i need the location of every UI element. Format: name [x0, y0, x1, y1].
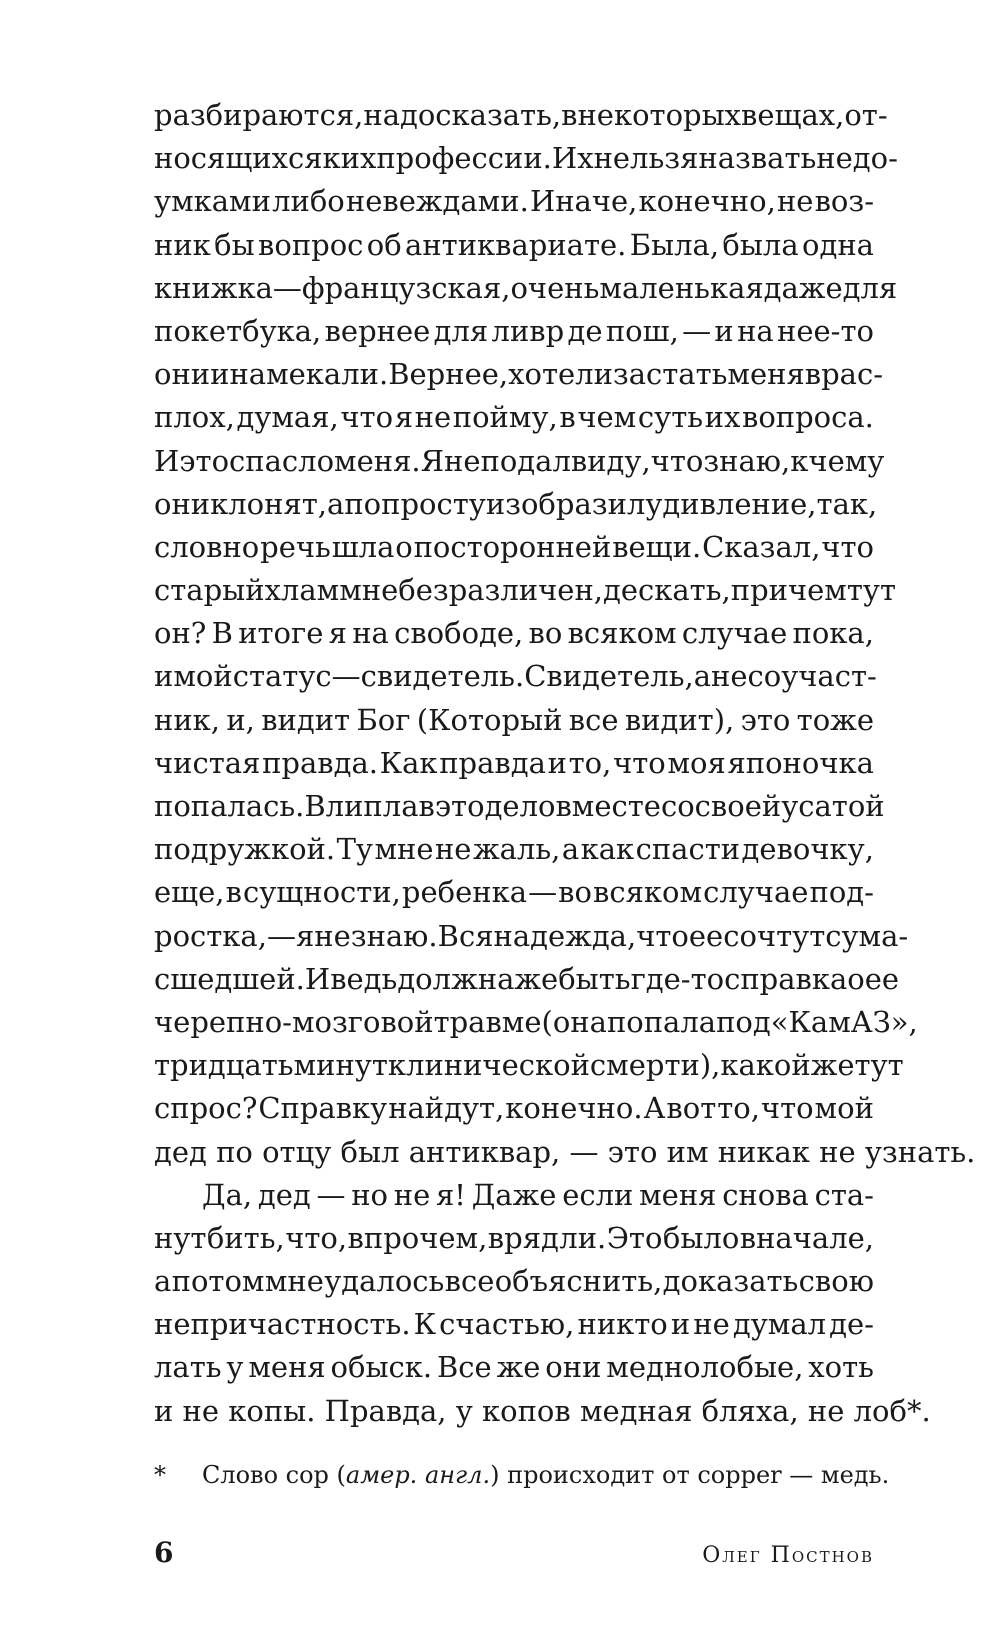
text-line	[154, 1001, 918, 1044]
word: и	[714, 313, 734, 348]
text-line	[154, 742, 874, 785]
word: (Который	[416, 702, 563, 737]
word: Сказал,	[702, 529, 821, 564]
text-line	[154, 915, 909, 958]
text-line	[154, 958, 900, 1001]
word: невеждами.	[345, 184, 529, 219]
word: о	[395, 529, 413, 564]
word: вместе	[555, 789, 661, 823]
word: сума-	[825, 918, 909, 953]
word: ростка,	[154, 918, 267, 953]
word: это	[740, 702, 791, 737]
word: мой	[814, 1091, 874, 1126]
word: меня	[639, 1177, 717, 1212]
word: застать	[612, 357, 728, 392]
word: удивление,	[645, 486, 817, 521]
text-line	[154, 1087, 874, 1130]
word: ник,	[154, 702, 221, 737]
word: под-	[809, 875, 874, 910]
word: справка	[724, 961, 848, 996]
word: словно	[154, 529, 260, 564]
word: вначале,	[739, 1220, 874, 1255]
word: не	[434, 832, 472, 867]
word: что	[650, 443, 704, 478]
word: меня	[248, 1350, 326, 1385]
word: со	[660, 789, 695, 823]
word: клонят,	[210, 486, 328, 521]
word: либо	[272, 184, 345, 219]
word: де	[567, 313, 603, 348]
word: если	[562, 1177, 634, 1212]
text-line	[154, 526, 874, 569]
word: «КамАЗ»,	[770, 1004, 918, 1039]
word: же	[810, 1048, 855, 1083]
word: —	[272, 270, 302, 305]
word: свидетель.	[360, 659, 525, 694]
word: дескать,	[603, 573, 731, 608]
word: недо-	[816, 141, 898, 176]
word: их	[340, 141, 377, 176]
word: —	[682, 313, 712, 348]
word: соучаст-	[747, 659, 877, 694]
word: нельзя	[593, 141, 699, 176]
word: что	[760, 1091, 814, 1126]
word: мне	[264, 1264, 324, 1299]
word: тридцать	[154, 1048, 294, 1083]
word: все	[568, 702, 619, 737]
paragraph-first-line	[154, 1174, 874, 1217]
word: в	[418, 789, 435, 823]
word: видит),	[624, 702, 735, 737]
word: черепно-мозговой	[154, 1004, 434, 1039]
word: дед	[257, 1177, 311, 1212]
word: всяком	[593, 875, 703, 910]
word: но	[351, 1177, 389, 1212]
word: не	[693, 1307, 730, 1342]
text-line	[154, 180, 874, 223]
word: надо	[363, 98, 436, 132]
word: удалось	[324, 1264, 445, 1299]
word: вещах,	[741, 98, 845, 132]
word: чем	[577, 400, 637, 435]
word: меня	[727, 357, 805, 392]
word: впрочем,	[347, 1220, 488, 1255]
word: надежда,	[493, 918, 637, 953]
word: и	[154, 659, 174, 694]
word: было	[662, 1220, 740, 1255]
text-line	[154, 1303, 874, 1346]
word: же	[514, 961, 559, 996]
word: В	[211, 616, 233, 651]
word: Бог	[356, 702, 411, 737]
word: правда	[439, 745, 546, 780]
text-line	[154, 1217, 874, 1260]
word: подружкой.	[154, 832, 336, 867]
word: быть	[558, 961, 631, 996]
word: а	[561, 832, 580, 867]
word: что	[340, 400, 394, 435]
word: меднолобые,	[606, 1350, 804, 1385]
word: профессии.	[376, 141, 552, 176]
word: сказать,	[435, 98, 562, 132]
word: покетбука,	[154, 313, 322, 348]
word: умками	[154, 184, 271, 219]
word: Да,	[202, 1177, 253, 1212]
word: ребенка	[401, 875, 528, 910]
word: попросту	[344, 486, 486, 521]
word: Иначе,	[529, 184, 638, 219]
word: в	[225, 875, 242, 910]
word: в	[559, 400, 576, 435]
word: мне	[339, 573, 399, 608]
word: Свидетель,	[524, 659, 694, 694]
word: для	[433, 313, 489, 348]
word: то,	[568, 745, 612, 780]
text-line	[154, 1260, 874, 1303]
word: безразличен,	[398, 573, 603, 608]
word: речь	[260, 529, 331, 564]
word: очень	[510, 270, 600, 305]
word: при	[730, 573, 788, 608]
word: и,	[226, 702, 255, 737]
word: не	[776, 184, 814, 219]
word: думая,	[236, 400, 339, 435]
word: мне	[374, 832, 434, 867]
text-line	[154, 440, 885, 483]
word: Справку	[258, 1091, 388, 1126]
word: старый	[154, 573, 265, 608]
footnote-text-before: Слово cop (	[202, 1461, 346, 1489]
word: попалась.	[154, 789, 305, 823]
word: спрос?	[154, 1091, 258, 1126]
word: статус	[232, 659, 332, 694]
word: а	[154, 1264, 172, 1299]
word: Вся	[437, 918, 494, 953]
word: ник	[154, 227, 211, 262]
word: Была,	[629, 227, 720, 262]
text-line	[154, 483, 878, 526]
word: вернее	[324, 313, 431, 348]
word: в	[561, 98, 578, 132]
word: французская,	[301, 270, 511, 305]
word: а	[693, 659, 711, 694]
word: конечно.	[505, 1091, 643, 1126]
paragraph-last-line: и не копы. Правда, у копов медная бляха, не лоб*.	[154, 1393, 931, 1428]
word: вопрос	[258, 227, 364, 262]
word: японочка	[727, 745, 874, 780]
word: попала	[606, 1004, 717, 1039]
word: сущности,	[242, 875, 401, 910]
word: врас-	[804, 357, 883, 392]
text-line	[154, 94, 888, 137]
word: вот	[666, 1091, 717, 1126]
footnote-text-after: ) происходит от copper — медь.	[490, 1461, 890, 1489]
word: одна	[802, 227, 874, 262]
word: чистая	[154, 745, 261, 780]
word: ста-	[814, 1177, 874, 1212]
word: бить,	[206, 1220, 285, 1255]
text-line	[154, 828, 874, 871]
word: Вернее,	[388, 357, 509, 392]
word: подал	[480, 443, 571, 478]
word: как	[580, 832, 635, 867]
word: воз-	[814, 184, 874, 219]
word: И	[154, 443, 180, 478]
word: чему	[808, 443, 885, 478]
word: ливр	[491, 313, 565, 348]
word: и	[547, 745, 567, 780]
word: на	[737, 313, 774, 348]
word: знаю.	[350, 918, 438, 953]
word: для	[842, 270, 898, 305]
word: знаю,	[703, 443, 791, 478]
word: к	[790, 443, 809, 478]
word: и	[670, 1307, 691, 1342]
word: думал	[732, 1307, 827, 1342]
word: шла	[331, 529, 395, 564]
word: я	[328, 616, 347, 651]
word: обыск.	[330, 1350, 433, 1385]
word: на	[352, 616, 389, 651]
text-line	[154, 612, 874, 655]
word: правда.	[262, 745, 378, 780]
word: А	[643, 1091, 666, 1126]
word: не	[444, 443, 481, 478]
word: —	[266, 918, 296, 953]
word: счастью,	[439, 1307, 575, 1342]
word: мой	[173, 659, 233, 694]
footnote-marker: *	[154, 1461, 166, 1489]
word: что	[636, 918, 689, 953]
word: итоге	[238, 616, 324, 651]
word: пош,	[605, 313, 679, 348]
word: тоже	[796, 702, 874, 737]
word: плох,	[154, 400, 235, 435]
word: девочку,	[741, 832, 874, 867]
word: свободе,	[394, 616, 524, 651]
word: что	[821, 529, 874, 564]
text-line	[154, 871, 874, 914]
word: усатой	[781, 789, 885, 823]
word: я	[295, 918, 315, 953]
word: пока,	[792, 616, 874, 651]
text-line	[154, 699, 874, 742]
word: сочтут	[723, 918, 826, 953]
author-name: Олег Постнов	[702, 1543, 874, 1568]
word: минут	[293, 1048, 388, 1083]
word: Это	[606, 1220, 663, 1255]
word: они	[154, 486, 211, 521]
word: случае	[703, 875, 809, 910]
word: Их	[551, 141, 594, 176]
word: конечно,	[638, 184, 776, 219]
word: тут	[854, 1048, 904, 1083]
word: от-	[844, 98, 888, 132]
word: они	[545, 1350, 602, 1385]
word: бы	[214, 227, 255, 262]
word: —	[528, 875, 558, 910]
word: найдут,	[388, 1091, 505, 1126]
word: некоторых	[577, 98, 742, 132]
word: хоть	[808, 1350, 874, 1385]
word: ли.	[559, 1220, 607, 1255]
word: во	[558, 875, 592, 910]
word: никто	[577, 1307, 668, 1342]
word: —	[316, 1177, 346, 1212]
word: намекали.	[229, 357, 389, 392]
word: Ту	[336, 832, 373, 867]
word: где-то	[630, 961, 725, 996]
word: потом	[171, 1264, 265, 1299]
word: о	[847, 961, 865, 996]
paragraph-last-line: дед по отцу был антиквар, — это им никак не узнать.	[154, 1134, 976, 1169]
word: моя	[667, 745, 726, 780]
word: у	[226, 1350, 244, 1385]
word: хлам	[264, 573, 340, 608]
word: я	[394, 400, 413, 435]
word: дело	[484, 789, 556, 823]
word: их	[704, 400, 741, 435]
word: пойму,	[452, 400, 558, 435]
word: Влипла	[304, 789, 419, 823]
word: не	[314, 918, 351, 953]
word: носящихся	[154, 141, 323, 176]
word: назвать	[698, 141, 817, 176]
word: я!	[436, 1177, 466, 1212]
word: клинической	[387, 1048, 590, 1083]
word: Я	[420, 443, 445, 478]
word: посторонней	[413, 529, 612, 564]
text-line	[154, 310, 874, 353]
word: под	[716, 1004, 771, 1039]
word: так,	[816, 486, 878, 521]
word: всяком	[567, 616, 677, 651]
word: какой	[720, 1048, 811, 1083]
word: все	[444, 1264, 495, 1299]
word: это	[434, 789, 485, 823]
word: ее	[864, 961, 900, 996]
word: видит	[261, 702, 351, 737]
word: ведь	[330, 961, 398, 996]
word: (она	[541, 1004, 607, 1039]
footnote	[154, 1458, 890, 1492]
word: изобразил	[485, 486, 646, 521]
word: меня.	[334, 443, 421, 478]
word: свою	[798, 1264, 874, 1299]
word: разбираются,	[154, 98, 364, 132]
word: еще,	[154, 875, 225, 910]
text-line	[154, 1346, 874, 1389]
text-line	[154, 267, 898, 310]
word: а	[327, 486, 345, 521]
word: снова	[722, 1177, 809, 1212]
word: жаль,	[472, 832, 561, 867]
text-line	[154, 569, 897, 612]
word: случае	[681, 616, 788, 651]
word: К	[413, 1307, 437, 1342]
word: спасти	[635, 832, 741, 867]
word: лать	[154, 1350, 222, 1385]
word: нее-то	[777, 313, 874, 348]
word: не	[414, 400, 452, 435]
word: маленькая	[599, 270, 764, 305]
word: и	[210, 357, 230, 392]
word: смерти),	[589, 1048, 721, 1083]
word: непричастность.	[154, 1307, 411, 1342]
word: он?	[154, 616, 207, 651]
text-line	[154, 655, 877, 698]
text-line	[154, 224, 874, 267]
word: сшедшей.	[154, 961, 305, 996]
word: —	[331, 659, 361, 694]
word: доказать	[662, 1264, 799, 1299]
word: чем	[787, 573, 847, 608]
page-number: 6	[154, 1536, 174, 1569]
word: даже	[763, 270, 843, 305]
word: объяснить,	[494, 1264, 663, 1299]
footnote-italic: амер. англ.	[345, 1461, 491, 1489]
word: Как	[379, 745, 438, 780]
word: Даже	[471, 1177, 557, 1212]
word: ее	[688, 918, 724, 953]
word: вопроса.	[742, 400, 874, 435]
word: к	[322, 141, 341, 176]
word: что	[613, 745, 666, 780]
word: книжка	[154, 270, 273, 305]
word: И	[304, 961, 331, 996]
text-line	[154, 785, 885, 828]
word: не	[393, 1177, 431, 1212]
word: де-	[829, 1307, 874, 1342]
word: должна	[397, 961, 515, 996]
word: нут	[154, 1220, 207, 1255]
word: то,	[717, 1091, 760, 1126]
page-footer	[154, 1536, 874, 1576]
word: тут	[846, 573, 897, 608]
word: не	[711, 659, 748, 694]
word: это	[179, 443, 230, 478]
word: об	[366, 227, 402, 262]
word: вряд	[487, 1220, 559, 1255]
word: вещи.	[612, 529, 702, 564]
text-line	[154, 353, 883, 396]
word: своей	[694, 789, 782, 823]
word: была	[722, 227, 799, 262]
word: они	[154, 357, 211, 392]
word: во	[528, 616, 563, 651]
text-line	[154, 1044, 904, 1087]
word: суть	[637, 400, 704, 435]
word: травме	[433, 1004, 542, 1039]
text-line	[154, 396, 874, 439]
word: антиквариате.	[405, 227, 627, 262]
word: что,	[285, 1220, 348, 1255]
word: хотели	[508, 357, 613, 392]
word: виду,	[570, 443, 651, 478]
word: Все	[437, 1350, 492, 1385]
word: же	[496, 1350, 541, 1385]
text-line	[154, 137, 898, 180]
word: спасло	[229, 443, 335, 478]
body-text	[154, 94, 976, 1433]
